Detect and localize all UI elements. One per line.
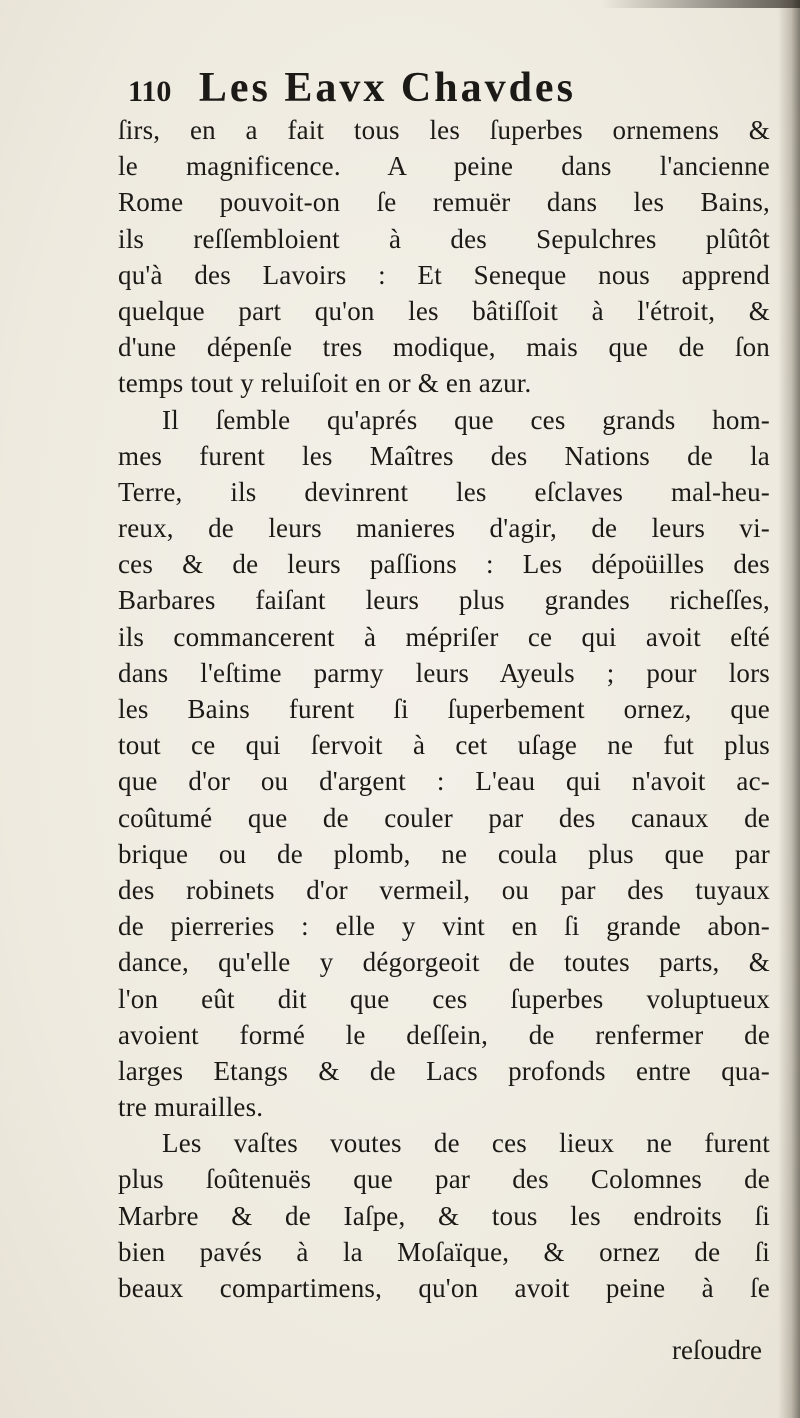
text-line: ils commancerent à mépriſer ce qui avoit eſté <box>118 621 770 652</box>
catchword: reſoudre <box>672 1335 762 1365</box>
text-line: Rome pouvoit-on ſe remuër dans les Bains, <box>118 187 770 218</box>
page-edge-dark-strip <box>600 0 800 8</box>
text-line: bien pavés à la Moſaïque, & ornez de ſi <box>118 1236 770 1267</box>
running-header <box>128 62 768 114</box>
body-text <box>118 112 770 1306</box>
text-line: le magnificence. A peine dans l'ancienne <box>118 151 770 182</box>
text-line: l'on eût dit que ces ſuperbes voluptueux <box>118 983 770 1014</box>
page-binding-shadow <box>778 0 800 1418</box>
text-line: Marbre & de Iaſpe, & tous les endroits ſi <box>118 1200 770 1231</box>
text-line: reux, de leurs manieres d'agir, de leurs vi- <box>118 513 770 544</box>
text-line: de pierreries : elle y vint en ſi grande abon- <box>118 911 770 942</box>
text-line: dans l'eſtime parmy leurs Ayeuls ; pour lors <box>118 657 770 688</box>
text-line: dance, qu'elle y dégorgeoit de toutes parts, & <box>118 947 770 978</box>
text-line: Terre, ils devinrent les eſclaves mal-heu- <box>118 476 770 507</box>
text-line: quelque part qu'on les bâtiſſoit à l'étroit, & <box>118 295 770 326</box>
text-line: que d'or ou d'argent : L'eau qui n'avoit ac- <box>118 766 770 797</box>
text-line: d'une dépenſe tres modique, mais que de ſon <box>118 332 770 363</box>
text-line: avoient formé le deſſein, de renfermer de <box>118 1019 770 1050</box>
text-line: tre murailles. <box>118 1092 264 1123</box>
paragraph-start-line: Il ſemble qu'aprés que ces grands hom- <box>162 404 770 435</box>
text-line: beaux compartimens, qu'on avoit peine à ſe <box>118 1273 770 1303</box>
text-line: les Bains furent ſi ſuperbement ornez, que <box>118 694 770 724</box>
paragraph-start-line: Les vaſtes voutes de ces lieux ne furent <box>162 1128 770 1159</box>
text-line: plus ſoûtenuës que par des Colomnes de <box>118 1164 770 1195</box>
text-line: temps tout y reluiſoit en or & en azur. <box>118 368 532 399</box>
text-line: larges Etangs & de Lacs profonds entre qua- <box>118 1055 770 1086</box>
text-line: tout ce qui ſervoit à cet uſage ne fut plus <box>118 730 770 761</box>
running-title: Les Eavx Chavdes <box>198 65 576 111</box>
page-number: 110 <box>128 75 172 108</box>
text-line: des robinets d'or vermeil, ou par des tuyaux <box>118 874 770 905</box>
text-line: ils reſſembloient à des Sepulchres plûtôt <box>118 223 770 254</box>
text-line: qu'à des Lavoirs : Et Seneque nous apprend <box>118 259 770 290</box>
text-line: brique ou de plomb, ne coula plus que par <box>118 838 770 869</box>
text-line: Barbares faiſant leurs plus grandes richeſſes, <box>118 585 770 616</box>
text-line: ces & de leurs paſſions : Les dépoüilles des <box>118 549 770 580</box>
text-line: coûtumé que de couler par des canaux de <box>118 802 770 833</box>
text-line: ſirs, en a fait tous les ſuperbes ornemens & <box>118 115 770 145</box>
text-line: mes furent les Maîtres des Nations de la <box>118 440 770 471</box>
